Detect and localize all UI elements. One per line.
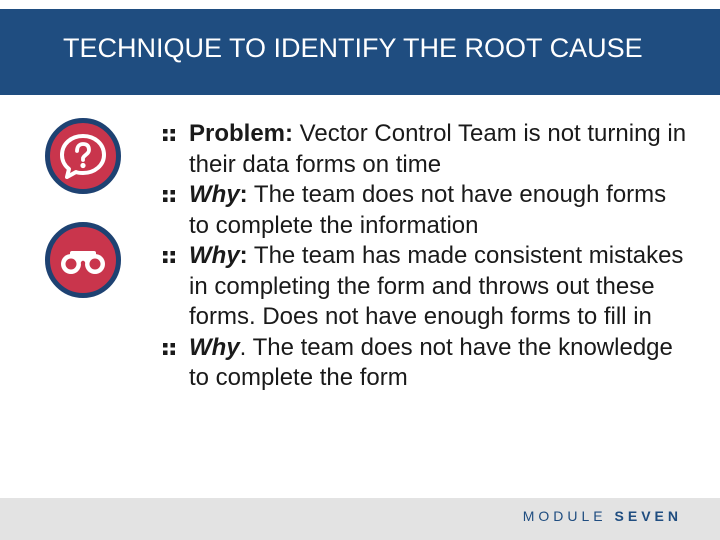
binoculars-glyph-icon [50,227,116,293]
bullet-separator: : [239,181,248,208]
bullet-icon [162,342,176,356]
root-cause-list [162,119,692,394]
bullet-lead: Problem: [189,120,294,147]
slide-title: TECHNIQUE TO IDENTIFY THE ROOT CAUSE [63,33,643,63]
speech-bubble-question-icon [50,123,116,189]
bullet-why-3 [162,333,692,394]
bullet-lead: Why [189,333,240,361]
bullet-lead: Why [189,181,240,208]
bullet-lead: Why [189,242,240,269]
bullet-text: The team does not have the knowledge to complete the form [189,333,673,391]
bullet-why-2 [162,241,692,333]
bullet-problem [162,119,692,180]
bullet-icon [162,128,176,142]
bullet-text: The team does not have enough forms to complete the information [189,181,667,239]
bullet-separator: . [239,333,247,361]
bullet-icon [162,189,176,203]
question-icon [45,118,121,194]
footer-bar [0,498,720,540]
module-word: MODULE [522,508,607,524]
bullet-text: The team has made consistent mistakes in completing the form and throws out these forms. Does not have enough forms to fill in [189,242,684,330]
bullet-separator: : [239,242,248,269]
bullet-icon [162,250,176,264]
module-label [523,508,682,524]
bullet-text: Vector Control Team is not turning in their data forms on time [189,120,687,178]
module-number: SEVEN [614,508,682,524]
bullet-why-1 [162,180,692,241]
title-banner [0,9,720,95]
binoculars-icon [45,222,121,298]
